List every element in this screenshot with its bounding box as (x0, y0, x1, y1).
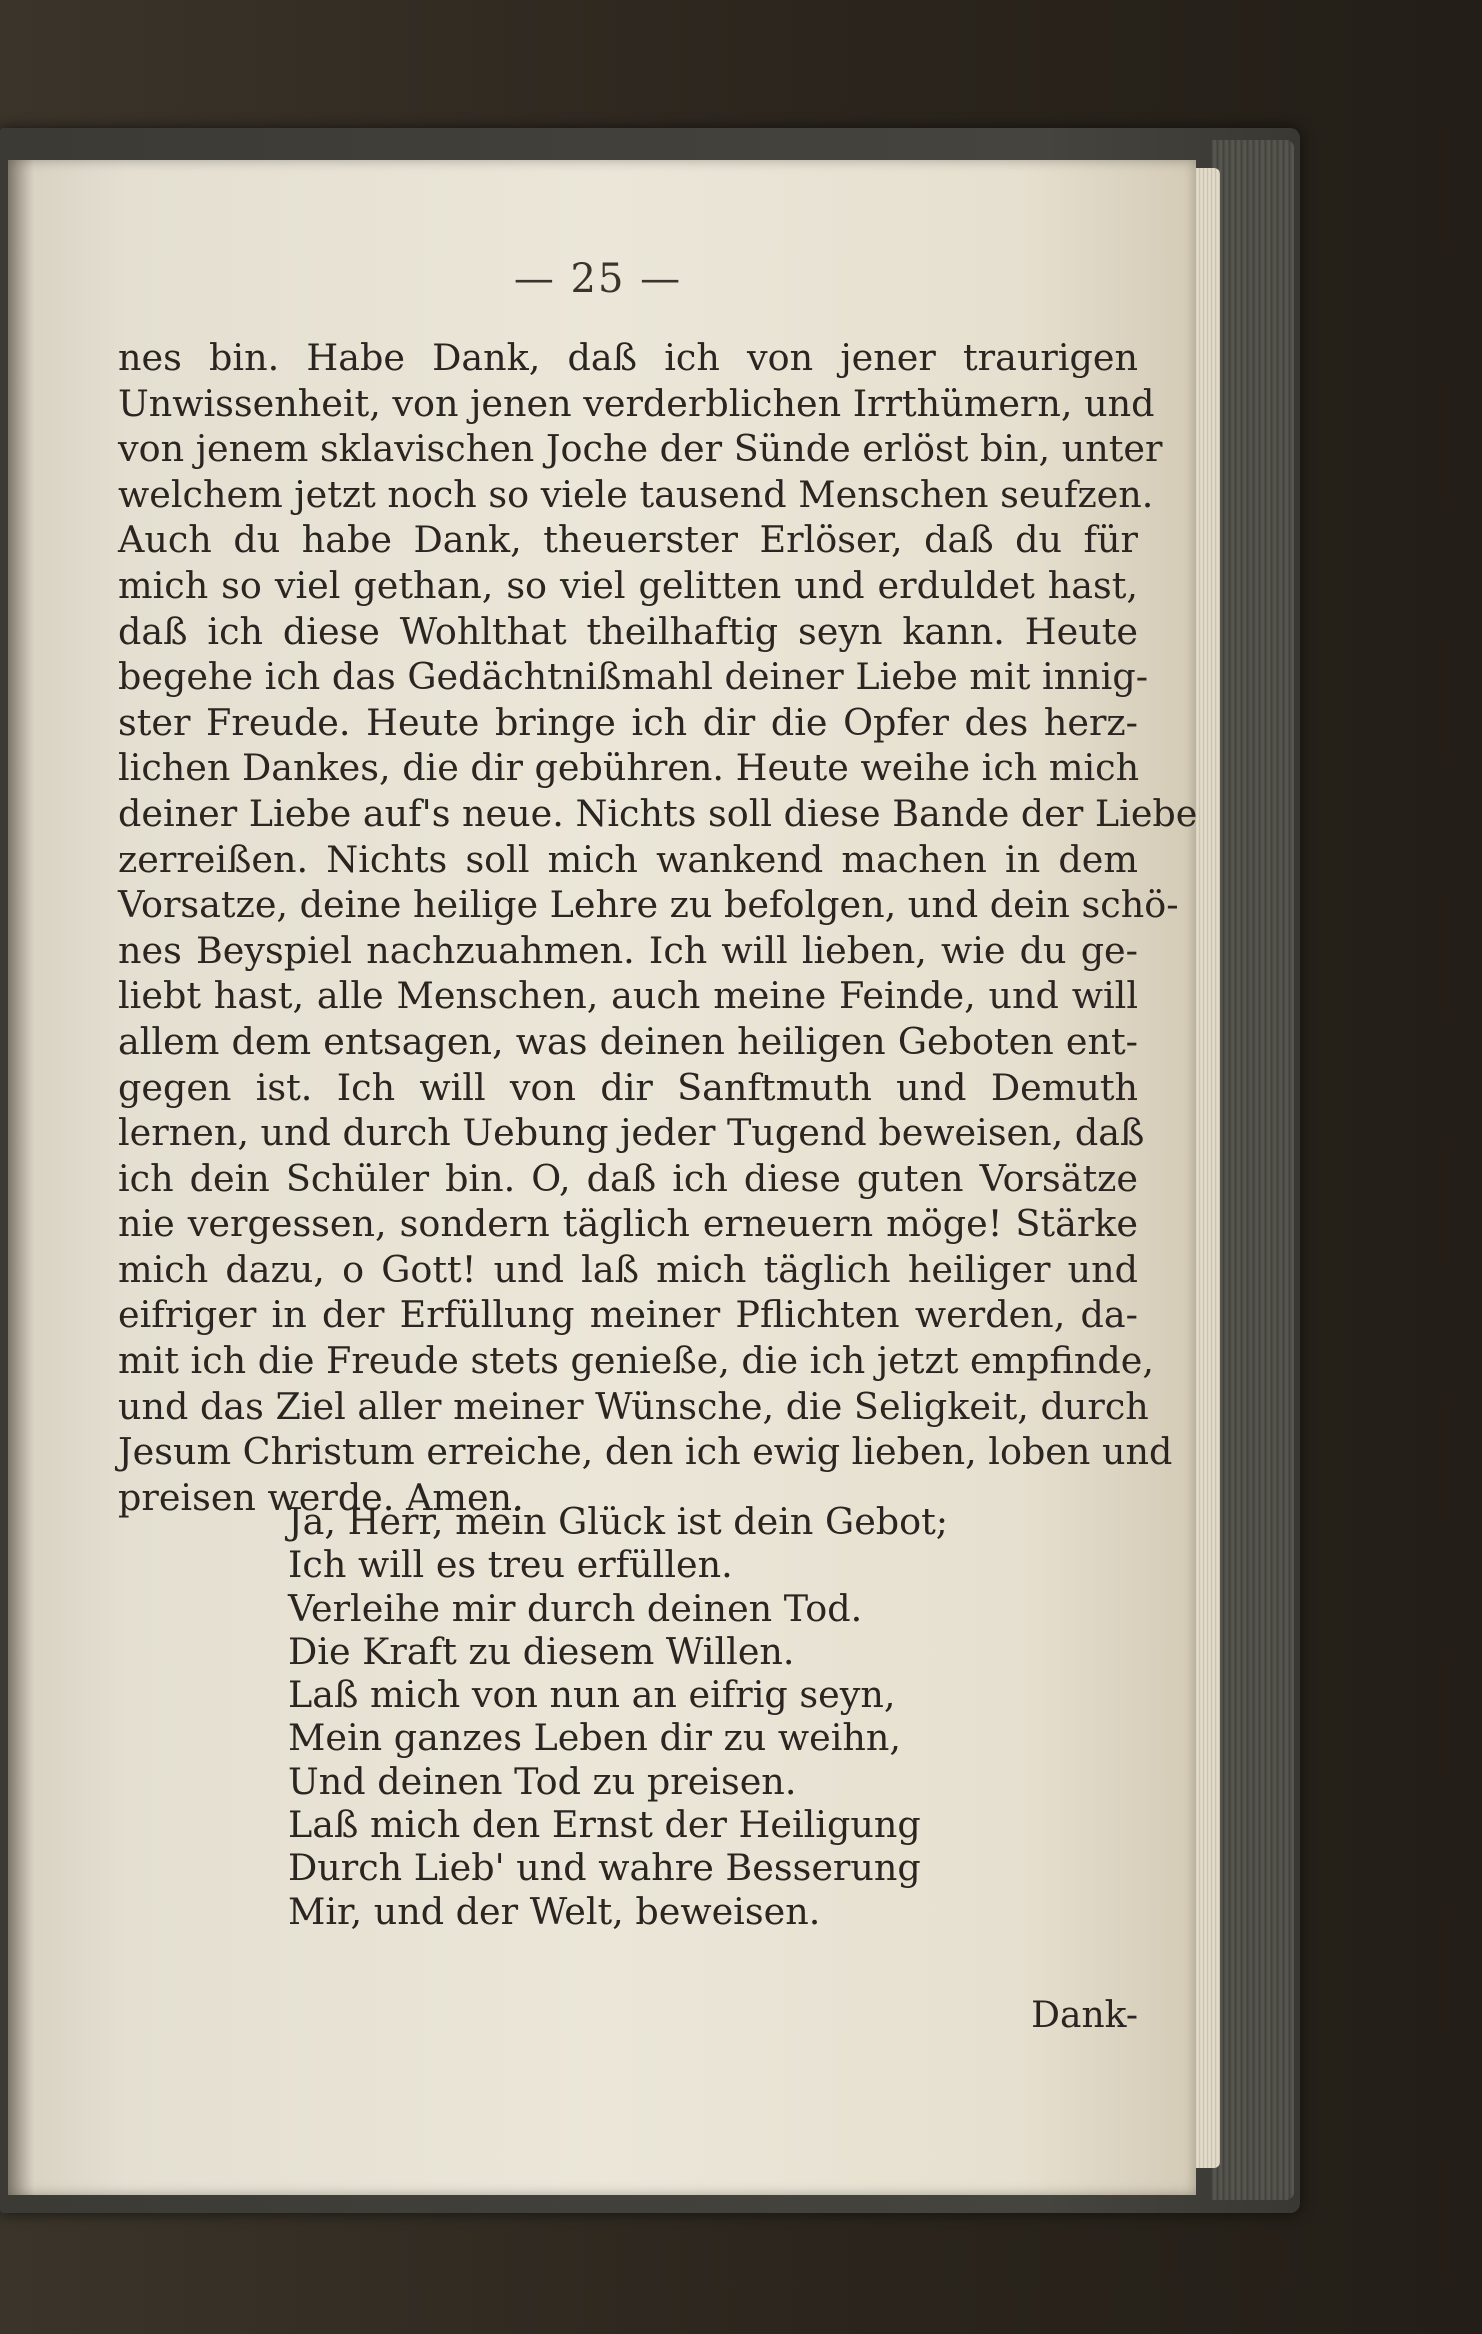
verse-line: Ja, Herr, mein Glück ist dein Gebot; (288, 1500, 949, 1543)
verse-line: Verleihe mir durch deinen Tod. (288, 1586, 863, 1630)
catchword: Dank- (1031, 1995, 1138, 2036)
text-line: preisen werde. Amen. (118, 1475, 524, 1519)
text-line: nes bin. Habe Dank, daß ich von jener traurigen (118, 336, 1138, 379)
text-line: Vorsatze, deine heilige Lehre zu befolgen, und dein schö- (118, 883, 1179, 927)
text-line: lichen Dankes, die dir gebühren. Heute weihe ich mich (118, 746, 1140, 790)
page-number: — 25 — (513, 256, 683, 302)
text-line: Jesum Christum erreiche, den ich ewig lieben, loben und (118, 1430, 1173, 1474)
text-line: und das Ziel aller meiner Wünsche, die Seligkeit, durch (118, 1384, 1149, 1428)
text-line: gegen ist. Ich will von dir Sanftmuth und Demuth (118, 1065, 1138, 1109)
text-line: nes Beyspiel nachzuahmen. Ich will lieben, wie du ge- (118, 928, 1138, 972)
text-line: ich dein Schüler bin. O, daß ich diese guten Vorsätze (118, 1156, 1138, 1200)
verse-line: Laß mich den Ernst der Heiligung (288, 1803, 921, 1847)
prayer-text (118, 335, 1198, 1520)
verse-line: Mir, und der Welt, beweisen. (288, 1889, 821, 1933)
page-gutter (8, 160, 34, 2195)
verse-line: Und deinen Tod zu preisen. (288, 1759, 797, 1803)
text-line: eifriger in der Erfüllung meiner Pflichten werden, da- (118, 1293, 1138, 1337)
cover-edge (1212, 140, 1294, 2200)
text-line: welchem jetzt noch so viele tausend Menschen seufzen. (118, 472, 1154, 516)
verse-line: Laß mich von nun an eifrig seyn, (288, 1673, 896, 1717)
text-line: liebt hast, alle Menschen, auch meine Feinde, und will (118, 974, 1138, 1018)
text-line: von jenem sklavischen Joche der Sünde erlöst bin, unter (118, 427, 1163, 471)
hymn-verse (288, 1500, 1048, 1933)
text-line: allem dem entsagen, was deinen heiligen Geboten ent- (118, 1019, 1138, 1063)
text-line: mich so viel gethan, so viel gelitten und erduldet hast, (118, 563, 1138, 607)
text-line: Unwissenheit, von jenen verderblichen Irrthümern, und (118, 381, 1155, 425)
text-line: zerreißen. Nichts soll mich wankend machen in dem (118, 837, 1138, 881)
text-line: begehe ich das Gedächtnißmahl deiner Liebe mit innig- (118, 655, 1149, 699)
verse-line: Mein ganzes Leben dir zu weihn, (288, 1716, 902, 1760)
text-line: mich dazu, o Gott! und laß mich täglich heiliger und (118, 1247, 1138, 1291)
text-line: lernen, und durch Uebung jeder Tugend beweisen, daß (118, 1111, 1145, 1155)
verse-line: Durch Lieb' und wahre Besserung (288, 1846, 921, 1890)
verse-line: Die Kraft zu diesem Willen. (288, 1629, 795, 1673)
verse-line: Ich will es treu erfüllen. (288, 1543, 733, 1587)
text-line: daß ich diese Wohlthat theilhaftig seyn kann. Heute (118, 609, 1138, 653)
text-line: Auch du habe Dank, theuerster Erlöser, daß du für (118, 518, 1138, 562)
text-line: nie vergessen, sondern täglich erneuern möge! Stärke (118, 1202, 1138, 1246)
text-line: mit ich die Freude stets genieße, die ich jetzt empfinde, (118, 1339, 1154, 1383)
text-line: deiner Liebe auf's neue. Nichts soll diese Bande der Liebe (118, 791, 1198, 835)
text-line: ster Freude. Heute bringe ich dir die Opfer des herz- (118, 700, 1138, 744)
book-page (8, 160, 1196, 2195)
